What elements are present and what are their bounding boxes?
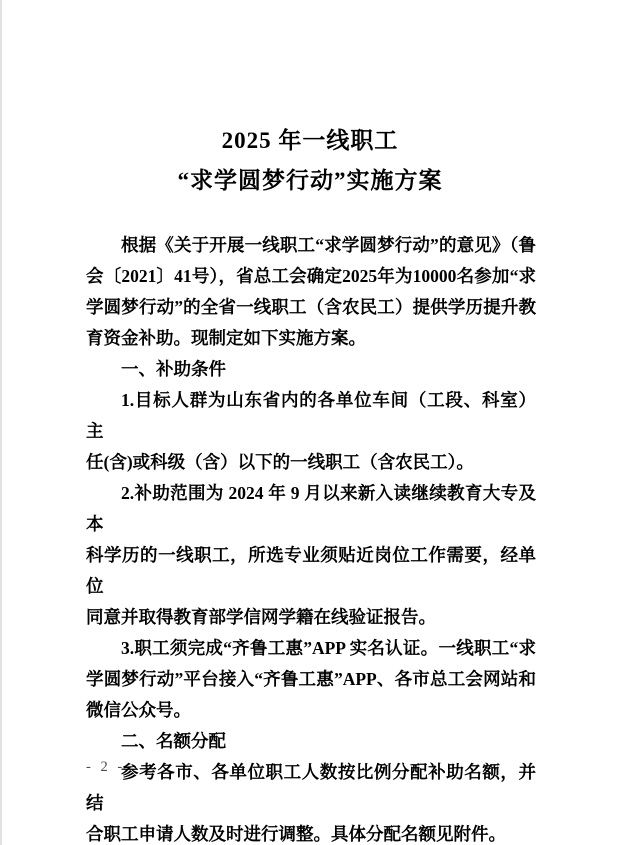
section-heading-1: 一、补助条件	[121, 359, 226, 379]
paragraph-line: 微信公众号。	[86, 700, 191, 720]
paragraph-line: 同意并取得教育部学信网学籍在线验证报告。	[86, 607, 436, 627]
paragraph-quota	[86, 757, 536, 845]
paragraph-line: 科学历的一线职工，所选专业须贴近岗位工作需要，经单位	[86, 545, 536, 596]
document-title	[2, 121, 618, 201]
paragraph-line: 会〔2021〕41号），省总工会确定2025年为10000名参加“求	[86, 266, 536, 286]
title-line-2: “求学圆梦行动”实施方案	[177, 168, 443, 193]
paragraph-item-2	[86, 478, 536, 633]
page-number: - 2 -	[86, 759, 126, 775]
paragraph-line: 任(含)或科级（含）以下的一线职工（含农民工）。	[86, 452, 474, 472]
paragraph-line: 育资金补助。现制定如下实施方案。	[86, 328, 366, 348]
paragraph-line: 3.职工须完成“齐鲁工惠”APP 实名认证。一线职工“求	[121, 638, 536, 658]
paragraph-line: 参考各市、各单位职工人数按比例分配补助名额，并结	[86, 762, 536, 813]
title-line-1: 2025 年一线职工	[221, 128, 399, 153]
paragraph-item-1	[86, 385, 536, 478]
paragraph-item-3	[86, 633, 536, 726]
paragraph-intro	[86, 230, 536, 354]
paragraph-line: 根据《关于开展一线职工“求学圆梦行动”的意见》（鲁	[121, 235, 536, 255]
paragraph-line: 合职工申请人数及时进行调整。具体分配名额见附件。	[86, 824, 506, 844]
paragraph-line: 2.补助范围为 2024 年 9 月以来新入读继续教育大专及本	[86, 483, 536, 534]
paragraph-line: 1.目标人群为山东省内的各单位车间（工段、科室）主	[86, 390, 536, 441]
section-heading-2: 二、名额分配	[121, 731, 226, 751]
paragraph-line: 学圆梦行动”平台接入“齐鲁工惠”APP、各市总工会网站和	[86, 669, 536, 689]
document-body	[86, 230, 536, 845]
paragraph-line: 学圆梦行动”的全省一线职工（含农民工）提供学历提升教	[86, 297, 536, 317]
